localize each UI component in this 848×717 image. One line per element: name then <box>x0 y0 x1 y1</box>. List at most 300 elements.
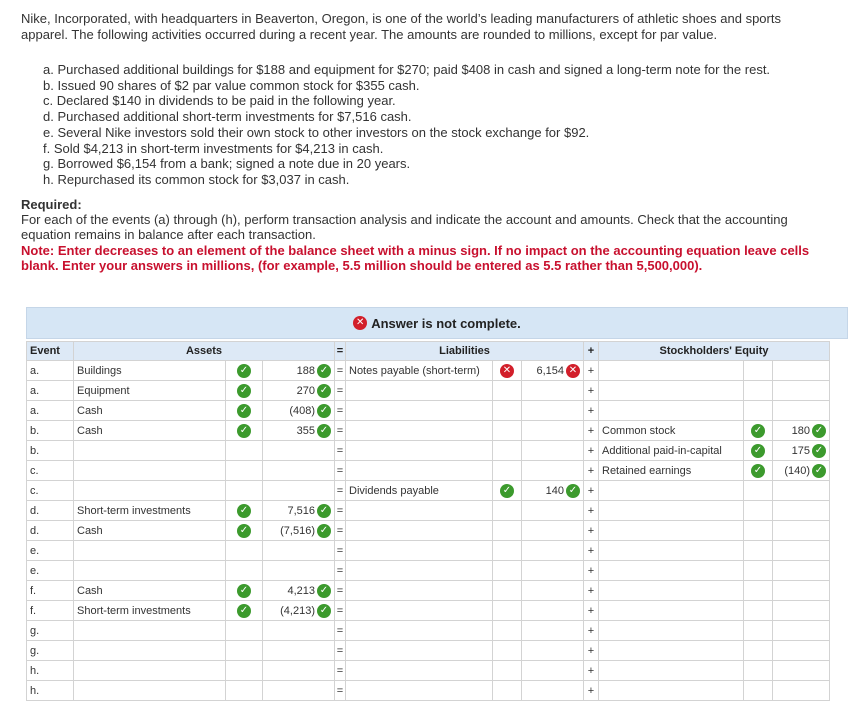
asset-account-status <box>226 401 263 421</box>
liability-amount-input[interactable] <box>522 681 584 701</box>
equity-account-status <box>744 541 773 561</box>
check-circle-icon: ✓ <box>317 604 331 618</box>
event-cell <box>27 401 74 421</box>
liability-account-select[interactable] <box>346 681 493 701</box>
equity-account-select[interactable] <box>599 361 744 381</box>
liability-account-status <box>493 401 522 421</box>
asset-account-value: Cash <box>77 524 103 537</box>
liability-account-status <box>493 481 522 501</box>
asset-account-status <box>226 521 263 541</box>
equity-account-select[interactable] <box>599 601 744 621</box>
equity-account-status <box>744 661 773 681</box>
asset-account-value: Buildings <box>77 364 122 377</box>
equity-account-select[interactable] <box>599 641 744 661</box>
plus-sign: + <box>584 421 599 441</box>
liability-account-select[interactable] <box>346 481 493 501</box>
asset-amount-input[interactable] <box>263 601 335 621</box>
liability-account-status <box>493 541 522 561</box>
liability-amount-input[interactable] <box>522 561 584 581</box>
equity-amount-input[interactable] <box>773 501 830 521</box>
asset-account-select[interactable] <box>74 661 226 681</box>
plus-sign: + <box>584 481 599 501</box>
plus-sign: + <box>584 541 599 561</box>
plus-sign: + <box>584 381 599 401</box>
check-circle-icon: ✓ <box>237 504 251 518</box>
liability-account-select[interactable] <box>346 461 493 481</box>
required-heading: Required: <box>21 197 82 212</box>
asset-account-value: Cash <box>77 404 103 417</box>
asset-account-select[interactable] <box>74 541 226 561</box>
plus-sign: + <box>584 501 599 521</box>
asset-account-status <box>226 581 263 601</box>
asset-amount-value: 7,516 <box>287 504 315 517</box>
liability-account-status <box>493 581 522 601</box>
header-plus: + <box>584 342 599 361</box>
event-label: b. <box>30 444 40 457</box>
required-text: For each of the events (a) through (h), perform transaction analysis and indicate the account and amounts. Check that the accounting equation remains in balance after each transaction. <box>21 212 788 242</box>
header-liabilities: Liabilities <box>346 342 584 361</box>
liability-account-select[interactable] <box>346 361 493 381</box>
equals-sign: = <box>335 661 346 681</box>
asset-account-status <box>226 421 263 441</box>
event-label: h. <box>30 684 40 697</box>
asset-amount-value: 188 <box>296 364 315 377</box>
liability-account-select[interactable] <box>346 441 493 461</box>
event-cell <box>27 421 74 441</box>
plus-sign: + <box>584 441 599 461</box>
table-row <box>27 361 830 381</box>
equity-account-status <box>744 361 773 381</box>
check-circle-icon: ✓ <box>237 604 251 618</box>
table-row <box>27 681 830 701</box>
table-header-row <box>27 342 830 361</box>
asset-amount-input[interactable] <box>263 461 335 481</box>
event-cell <box>27 581 74 601</box>
event-item: a. Purchased additional buildings for $188 and equipment for $270; paid $408 in cash and signed a long-term note for the rest. <box>43 62 771 77</box>
equity-account-status <box>744 481 773 501</box>
liability-amount-input[interactable] <box>522 381 584 401</box>
event-label: f. <box>30 584 37 597</box>
liability-account-select[interactable] <box>346 581 493 601</box>
plus-sign: + <box>584 401 599 421</box>
asset-amount-input[interactable] <box>263 561 335 581</box>
equity-account-select[interactable] <box>599 401 744 421</box>
asset-amount-value: (408) <box>289 404 315 417</box>
equity-account-select[interactable] <box>599 381 744 401</box>
table-row <box>27 401 830 421</box>
asset-account-value: Equipment <box>77 384 130 397</box>
event-cell <box>27 481 74 501</box>
equity-account-select[interactable] <box>599 421 744 441</box>
equity-account-select[interactable] <box>599 541 744 561</box>
plus-sign: + <box>584 561 599 581</box>
problem-intro: Nike, Incorporated, with headquarters in Beaverton, Oregon, is one of the world’s leading manufacturers of athletic shoes and sports apparel. The following activities occurred during a recent year. The amounts are rounded to millions, except for par value. <box>21 11 781 42</box>
plus-sign: + <box>584 601 599 621</box>
asset-account-status <box>226 681 263 701</box>
check-circle-icon: ✓ <box>317 504 331 518</box>
equity-account-select[interactable] <box>599 621 744 641</box>
equals-sign: = <box>335 381 346 401</box>
event-label: a. <box>30 364 40 377</box>
plus-sign: + <box>584 621 599 641</box>
liability-account-select[interactable] <box>346 421 493 441</box>
table-row <box>27 481 830 501</box>
check-circle-icon: ✓ <box>317 584 331 598</box>
asset-account-select[interactable] <box>74 641 226 661</box>
equity-amount-value: (140) <box>784 464 810 477</box>
check-circle-icon: ✓ <box>237 364 251 378</box>
equity-amount-value: 175 <box>791 444 810 457</box>
check-circle-icon: ✓ <box>812 424 826 438</box>
check-circle-icon: ✓ <box>237 424 251 438</box>
liability-account-status <box>493 421 522 441</box>
liability-account-status <box>493 621 522 641</box>
equity-amount-input[interactable] <box>773 441 830 461</box>
liability-account-status <box>493 601 522 621</box>
asset-account-status <box>226 481 263 501</box>
equity-amount-input[interactable] <box>773 601 830 621</box>
check-circle-icon: ✓ <box>237 524 251 538</box>
equity-account-status <box>744 461 773 481</box>
liability-amount-input[interactable] <box>522 601 584 621</box>
check-circle-icon: ✓ <box>237 384 251 398</box>
liability-account-status <box>493 521 522 541</box>
liability-account-value: Notes payable (short-term) <box>349 364 480 377</box>
asset-account-select[interactable] <box>74 401 226 421</box>
asset-amount-input[interactable] <box>263 421 335 441</box>
equity-account-status <box>744 601 773 621</box>
liability-account-status <box>493 501 522 521</box>
table-row <box>27 501 830 521</box>
equity-account-status <box>744 641 773 661</box>
asset-amount-input[interactable] <box>263 381 335 401</box>
liability-account-select[interactable] <box>346 521 493 541</box>
asset-account-status <box>226 441 263 461</box>
equity-account-value: Additional paid-in-capital <box>602 444 722 457</box>
check-circle-icon: ✓ <box>812 444 826 458</box>
asset-amount-input[interactable] <box>263 621 335 641</box>
event-cell <box>27 521 74 541</box>
equity-account-status <box>744 401 773 421</box>
header-assets: Assets <box>74 342 335 361</box>
liability-account-value: Dividends payable <box>349 484 439 497</box>
asset-amount-input[interactable] <box>263 581 335 601</box>
asset-account-select[interactable] <box>74 561 226 581</box>
event-cell <box>27 681 74 701</box>
x-circle-icon: ✕ <box>500 364 514 378</box>
plus-sign: + <box>584 361 599 381</box>
plus-sign: + <box>584 581 599 601</box>
check-circle-icon: ✓ <box>566 484 580 498</box>
liability-account-select[interactable] <box>346 641 493 661</box>
header-equals: = <box>335 342 346 361</box>
liability-amount-input[interactable] <box>522 521 584 541</box>
asset-account-select[interactable] <box>74 361 226 381</box>
asset-account-select[interactable] <box>74 521 226 541</box>
asset-account-select[interactable] <box>74 381 226 401</box>
equity-account-status <box>744 621 773 641</box>
equals-sign: = <box>335 401 346 421</box>
header-equity: Stockholders' Equity <box>599 342 830 361</box>
equity-account-select[interactable] <box>599 681 744 701</box>
equals-sign: = <box>335 641 346 661</box>
check-circle-icon: ✓ <box>237 584 251 598</box>
liability-amount-input[interactable] <box>522 461 584 481</box>
check-circle-icon: ✓ <box>317 364 331 378</box>
table-row <box>27 661 830 681</box>
asset-amount-value: 4,213 <box>287 584 315 597</box>
asset-amount-input[interactable] <box>263 681 335 701</box>
asset-amount-input[interactable] <box>263 401 335 421</box>
x-circle-icon: ✕ <box>353 316 367 330</box>
liability-account-status <box>493 361 522 381</box>
asset-account-select[interactable] <box>74 681 226 701</box>
equity-account-select[interactable] <box>599 521 744 541</box>
event-item: b. Issued 90 shares of $2 par value common stock for $355 cash. <box>43 77 420 93</box>
asset-amount-input[interactable] <box>263 661 335 681</box>
event-cell <box>27 561 74 581</box>
asset-amount-input[interactable] <box>263 361 335 381</box>
event-item: c. Declared $140 in dividends to be paid in the following year. <box>43 93 396 109</box>
event-item: g. Borrowed $6,154 from a bank; signed a note due in 20 years. <box>43 156 411 172</box>
asset-account-select[interactable] <box>74 481 226 501</box>
equity-account-select[interactable] <box>599 661 744 681</box>
header-event: Event <box>27 342 74 361</box>
equals-sign: = <box>335 601 346 621</box>
asset-account-value: Short-term investments <box>77 504 191 517</box>
liability-amount-value: 140 <box>545 484 564 497</box>
asset-account-select[interactable] <box>74 461 226 481</box>
event-label: a. <box>30 404 40 417</box>
check-circle-icon: ✓ <box>751 444 765 458</box>
instruction-note: Note: Enter decreases to an element of the balance sheet with a minus sign. If no impact on the accounting equation leave cells blank. Enter your answers in millions, (for example, 5.5 million should be entered as 5.5 rather than 5,500,000). <box>21 243 810 273</box>
asset-account-status <box>226 561 263 581</box>
plus-sign: + <box>584 641 599 661</box>
asset-account-select[interactable] <box>74 621 226 641</box>
liability-account-status <box>493 641 522 661</box>
asset-account-select[interactable] <box>74 581 226 601</box>
check-circle-icon: ✓ <box>500 484 514 498</box>
table-row <box>27 381 830 401</box>
asset-account-select[interactable] <box>74 601 226 621</box>
asset-account-status <box>226 541 263 561</box>
equity-account-select[interactable] <box>599 481 744 501</box>
plus-sign: + <box>584 461 599 481</box>
equity-amount-input[interactable] <box>773 401 830 421</box>
event-label: e. <box>30 564 40 577</box>
event-cell <box>27 501 74 521</box>
equals-sign: = <box>335 421 346 441</box>
plus-sign: + <box>584 521 599 541</box>
equity-amount-input[interactable] <box>773 521 830 541</box>
answer-status-text: Answer is not complete. <box>371 315 521 331</box>
equity-amount-input[interactable] <box>773 641 830 661</box>
liability-account-status <box>493 461 522 481</box>
asset-account-select[interactable] <box>74 501 226 521</box>
liability-account-status <box>493 381 522 401</box>
liability-amount-input[interactable] <box>522 441 584 461</box>
event-cell <box>27 661 74 681</box>
event-cell <box>27 441 74 461</box>
event-label: f. <box>30 604 37 617</box>
equity-account-status <box>744 381 773 401</box>
table-row <box>27 621 830 641</box>
liability-account-select[interactable] <box>346 601 493 621</box>
event-label: g. <box>30 624 40 637</box>
equity-account-status <box>744 441 773 461</box>
equity-account-status <box>744 421 773 441</box>
table-row <box>27 601 830 621</box>
asset-account-value: Cash <box>77 424 103 437</box>
equity-account-select[interactable] <box>599 461 744 481</box>
event-label: c. <box>30 464 39 477</box>
equals-sign: = <box>335 521 346 541</box>
plus-sign: + <box>584 681 599 701</box>
asset-amount-input[interactable] <box>263 541 335 561</box>
equity-amount-input[interactable] <box>773 621 830 641</box>
liability-account-select[interactable] <box>346 381 493 401</box>
asset-account-status <box>226 641 263 661</box>
event-item: h. Repurchased its common stock for $3,037 in cash. <box>43 171 350 187</box>
plus-sign: + <box>584 661 599 681</box>
asset-account-status <box>226 461 263 481</box>
asset-account-status <box>226 501 263 521</box>
check-circle-icon: ✓ <box>751 424 765 438</box>
event-item: f. Sold $4,213 in short-term investments for $4,213 in cash. <box>43 140 384 156</box>
liability-account-status <box>493 561 522 581</box>
equity-account-select[interactable] <box>599 501 744 521</box>
equals-sign: = <box>335 461 346 481</box>
equity-amount-input[interactable] <box>773 361 830 381</box>
table-row <box>27 521 830 541</box>
event-label: b. <box>30 424 40 437</box>
liability-amount-input[interactable] <box>522 641 584 661</box>
equals-sign: = <box>335 441 346 461</box>
event-label: c. <box>30 484 39 497</box>
asset-account-value: Short-term investments <box>77 604 191 617</box>
equity-account-select[interactable] <box>599 441 744 461</box>
asset-amount-value: 355 <box>296 424 315 437</box>
event-label: g. <box>30 644 40 657</box>
equals-sign: = <box>335 561 346 581</box>
check-circle-icon: ✓ <box>812 464 826 478</box>
check-circle-icon: ✓ <box>317 404 331 418</box>
asset-amount-value: (7,516) <box>280 524 315 537</box>
asset-account-status <box>226 361 263 381</box>
check-circle-icon: ✓ <box>751 464 765 478</box>
asset-amount-input[interactable] <box>263 441 335 461</box>
asset-amount-input[interactable] <box>263 481 335 501</box>
liability-account-select[interactable] <box>346 501 493 521</box>
asset-amount-value: 270 <box>296 384 315 397</box>
equity-account-status <box>744 501 773 521</box>
liability-account-select[interactable] <box>346 401 493 421</box>
liability-amount-value: 6,154 <box>536 364 564 377</box>
event-cell <box>27 461 74 481</box>
equals-sign: = <box>335 501 346 521</box>
equity-amount-input[interactable] <box>773 561 830 581</box>
liability-amount-input[interactable] <box>522 421 584 441</box>
asset-amount-input[interactable] <box>263 521 335 541</box>
equity-amount-input[interactable] <box>773 661 830 681</box>
liability-amount-input[interactable] <box>522 661 584 681</box>
liability-amount-input[interactable] <box>522 621 584 641</box>
transaction-table <box>26 341 830 701</box>
equity-account-select[interactable] <box>599 561 744 581</box>
equity-account-value: Retained earnings <box>602 464 692 477</box>
liability-account-select[interactable] <box>346 661 493 681</box>
event-cell <box>27 381 74 401</box>
asset-account-select[interactable] <box>74 441 226 461</box>
equity-amount-input[interactable] <box>773 421 830 441</box>
x-circle-icon: ✕ <box>566 364 580 378</box>
table-row <box>27 421 830 441</box>
event-cell <box>27 641 74 661</box>
asset-amount-value: (4,213) <box>280 604 315 617</box>
check-circle-icon: ✓ <box>237 404 251 418</box>
equity-amount-input[interactable] <box>773 541 830 561</box>
asset-account-status <box>226 381 263 401</box>
equity-account-status <box>744 681 773 701</box>
check-circle-icon: ✓ <box>317 424 331 438</box>
answer-status-banner <box>26 307 848 339</box>
equity-amount-value: 180 <box>791 424 810 437</box>
asset-account-select[interactable] <box>74 421 226 441</box>
liability-amount-input[interactable] <box>522 581 584 601</box>
table-row <box>27 461 830 481</box>
equity-amount-input[interactable] <box>773 581 830 601</box>
equity-amount-input[interactable] <box>773 381 830 401</box>
equals-sign: = <box>335 481 346 501</box>
equity-account-status <box>744 561 773 581</box>
event-label: a. <box>30 384 40 397</box>
table-row <box>27 541 830 561</box>
liability-amount-input[interactable] <box>522 501 584 521</box>
equals-sign: = <box>335 581 346 601</box>
event-list <box>43 62 770 188</box>
liability-account-select[interactable] <box>346 621 493 641</box>
equity-amount-input[interactable] <box>773 461 830 481</box>
event-label: h. <box>30 664 40 677</box>
event-item: d. Purchased additional short-term investments for $7,516 cash. <box>43 109 412 125</box>
equity-account-status <box>744 581 773 601</box>
liability-amount-input[interactable] <box>522 541 584 561</box>
equity-account-status <box>744 521 773 541</box>
equity-amount-input[interactable] <box>773 681 830 701</box>
equity-amount-input[interactable] <box>773 481 830 501</box>
liability-amount-input[interactable] <box>522 361 584 381</box>
event-cell <box>27 621 74 641</box>
equals-sign: = <box>335 541 346 561</box>
table-row <box>27 581 830 601</box>
liability-account-select[interactable] <box>346 561 493 581</box>
liability-amount-input[interactable] <box>522 481 584 501</box>
asset-account-status <box>226 621 263 641</box>
liability-amount-input[interactable] <box>522 401 584 421</box>
asset-account-value: Cash <box>77 584 103 597</box>
liability-account-status <box>493 441 522 461</box>
liability-account-status <box>493 681 522 701</box>
equals-sign: = <box>335 361 346 381</box>
event-item: e. Several Nike investors sold their own stock to other investors on the stock exchange for $92. <box>43 124 590 140</box>
event-label: d. <box>30 504 40 517</box>
liability-account-select[interactable] <box>346 541 493 561</box>
asset-amount-input[interactable] <box>263 501 335 521</box>
asset-amount-input[interactable] <box>263 641 335 661</box>
equity-account-select[interactable] <box>599 581 744 601</box>
equals-sign: = <box>335 681 346 701</box>
asset-account-status <box>226 661 263 681</box>
